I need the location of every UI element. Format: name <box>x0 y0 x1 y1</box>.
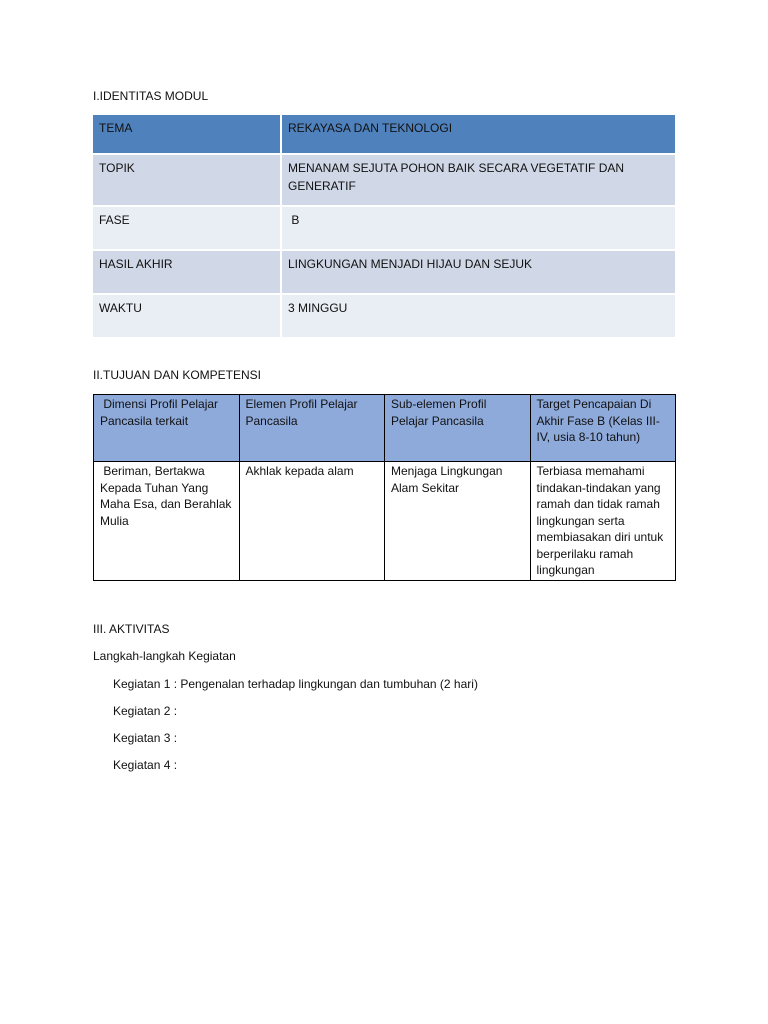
header-dimensi-profil: Dimensi Profil Pelajar Pancasila terkait <box>94 395 240 462</box>
cell-target: Terbiasa memahami tindakan-tindakan yang ramah dan tidak ramah lingkungan serta membiasakan diri untuk berperilaku ramah lingkungan <box>530 462 676 581</box>
cell-dimensi: Beriman, Bertakwa Kepada Tuhan Yang Maha Esa, dan Berahlak Mulia <box>94 462 240 581</box>
cell-sub-elemen: Menjaga Lingkungan Alam Sekitar <box>385 462 531 581</box>
table-row <box>93 115 675 155</box>
list-item: Kegiatan 4 : <box>113 758 178 772</box>
table-row <box>94 462 676 581</box>
header-sub-elemen-profil: Sub-elemen Profil Pelajar Pancasila <box>385 395 531 462</box>
row-label: WAKTU <box>93 295 282 339</box>
list-item: Kegiatan 1 : Pengenalan terhadap lingkungan dan tumbuhan (2 hari) <box>113 677 478 691</box>
tujuan-kompetensi-table <box>93 394 676 581</box>
row-value: MENANAM SEJUTA POHON BAIK SECARA VEGETATIF DAN GENERATIF <box>282 155 675 207</box>
header-elemen-profil: Elemen Profil Pelajar Pancasila <box>239 395 385 462</box>
row-label: TEMA <box>93 115 282 155</box>
row-value: 3 MINGGU <box>282 295 675 339</box>
table-header-row <box>94 395 676 462</box>
list-item: Kegiatan 3 : <box>113 731 178 745</box>
table-row <box>93 295 675 339</box>
identitas-modul-table <box>93 115 675 339</box>
row-value: REKAYASA DAN TEKNOLOGI <box>282 115 675 155</box>
section-identitas-title: I.IDENTITAS MODUL <box>93 89 209 103</box>
section-tujuan-title: II.TUJUAN DAN KOMPETENSI <box>93 368 262 382</box>
table-row <box>93 155 675 207</box>
row-label: HASIL AKHIR <box>93 251 282 295</box>
row-label: TOPIK <box>93 155 282 207</box>
row-value: LINGKUNGAN MENJADI HIJAU DAN SEJUK <box>282 251 675 295</box>
table-row <box>93 207 675 251</box>
list-item: Kegiatan 2 : <box>113 704 178 718</box>
table-row <box>93 251 675 295</box>
section-aktivitas-title: III. AKTIVITAS <box>93 622 170 636</box>
cell-elemen: Akhlak kepada alam <box>239 462 385 581</box>
steps-subtitle: Langkah-langkah Kegiatan <box>93 649 236 663</box>
header-target-pencapaian: Target Pencapaian Di Akhir Fase B (Kelas III-IV, usia 8-10 tahun) <box>530 395 676 462</box>
row-label: FASE <box>93 207 282 251</box>
row-value: B <box>282 207 675 251</box>
